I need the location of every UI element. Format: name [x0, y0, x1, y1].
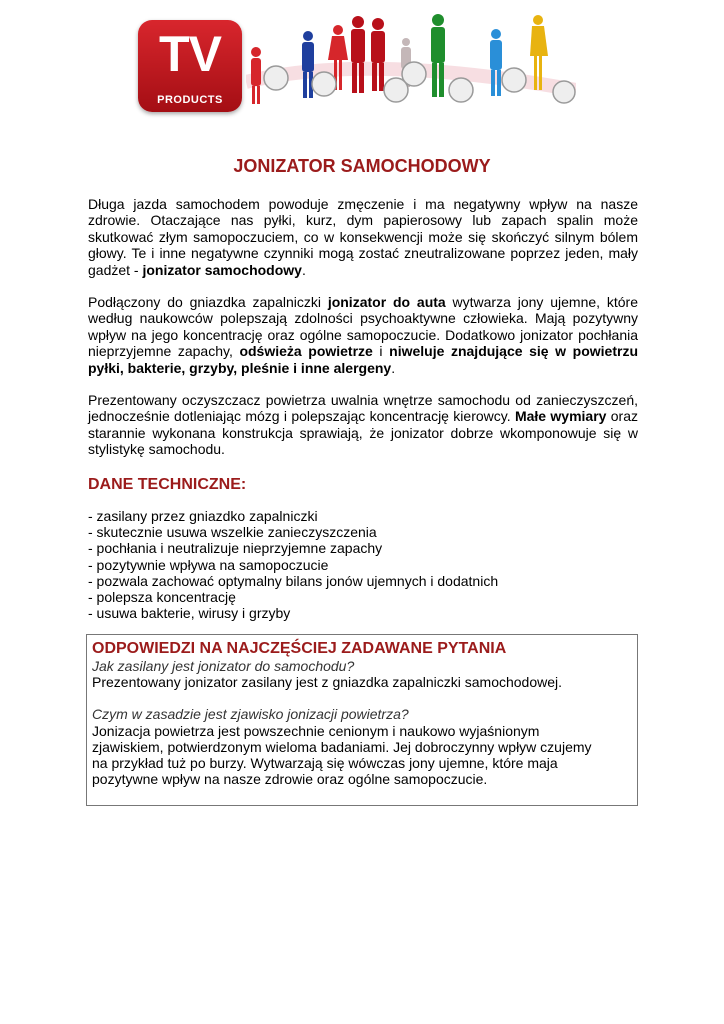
faq-box	[86, 634, 638, 806]
faq-answer: Prezentowany jonizator zasilany jest z gniazdka zapalniczki samochodowej.	[92, 674, 563, 691]
faq-answer-line: Jonizacja powietrza jest powszechnie cenionym i naukowo wyjaśnionym	[92, 722, 540, 739]
text-segment: wytwarza jony ujemne, które według naukowców polepszają zdolności psychoaktywne człowieka. Mają pozytywny wpływ na jego koncentrację oraz ogólne samopoczucie. Dodatkowo jonizator pochłania nieprzyjemne zapachy,	[88, 294, 638, 360]
person-figure	[371, 18, 385, 91]
faq-answer-line: pozytywne wpływ na nasze zdrowie oraz ogólne samopoczucie.	[92, 771, 488, 788]
faq-answer-line: zjawiskiem, potwierdzonym wieloma badaniami. Jej dobroczynny wpływ czujemy	[92, 738, 592, 755]
text-segment: .	[391, 359, 396, 376]
list-item: - zasilany przez gniazdko zapalniczki	[88, 508, 318, 524]
list-item: - pozytywnie wpływa na samopoczucie	[88, 556, 329, 573]
list-item: - usuwa bakterie, wirusy i grzyby	[88, 605, 291, 622]
text-segment: i	[372, 343, 390, 360]
list-item: - pochłania i neutralizuje nieprzyjemne zapachy	[88, 540, 383, 557]
text-segment: Długa jazda samochodem powoduje zmęczenie i ma negatywny wpływ na nasze zdrowie. Otaczające nas pyłki, kurz, dym papierosowy lub zapach spalin może skutkować złym samopoczuciem, co w konsekwencji może się skończyć silnym bólem głowy. Te i inne negatywne czynniki mogą zostać zneutralizowane poprzez jeden, mały gadżet -	[88, 196, 638, 278]
tech-heading: DANE TECHNICZNE:	[88, 476, 247, 493]
text-segment: Prezentowany oczyszczacz powietrza uwalnia wnętrze samochodu od zanieczyszczeń, jednocześnie dotleniając mózg i polepszając koncentrację kierowcy.	[88, 392, 638, 425]
tv-products-logo	[138, 20, 242, 112]
logo-main-text: TV	[159, 26, 221, 82]
faq-title: ODPOWIEDZI NA NAJCZĘŚCIEJ ZADAWANE PYTANIA	[92, 640, 507, 657]
list-item: - pozwala zachować optymalny bilans jonów ujemnych i dodatnich	[88, 572, 499, 589]
bold-text: jonizator samochodowy	[142, 261, 302, 278]
bold-text: odświeża powietrze	[239, 343, 373, 360]
list-item: - skutecznie usuwa wszelkie zanieczyszczenia	[88, 524, 377, 541]
text-segment: Podłączony do gniazdka zapalniczki	[88, 294, 328, 310]
tech-list	[88, 508, 498, 621]
paragraph	[88, 196, 638, 278]
logo-sub-text: PRODUCTS	[157, 94, 223, 106]
person-figure	[251, 47, 261, 104]
faq-question: Czym w zasadzie jest zjawisko jonizacji powietrza?	[92, 706, 409, 723]
people-silhouettes-illustration	[246, 12, 576, 112]
faq-answer-line: na przykład tuż po burzy. Wytwarzają się wówczas jony ujemne, które maja	[92, 755, 558, 772]
list-item: - polepsza koncentrację	[88, 589, 236, 606]
text-segment: oraz starannie wykonana konstrukcja sprawiają, że jonizator dobrze wkomponowuje się w stylistykę samochodu.	[88, 408, 639, 458]
person-figure	[431, 14, 445, 97]
person-figure	[351, 16, 365, 93]
person-figure	[490, 29, 502, 96]
text-segment: .	[301, 261, 306, 278]
page-title: JONIZATOR SAMOCHODOWY	[233, 156, 491, 176]
faq-question: Jak zasilany jest jonizator do samochodu?	[92, 658, 355, 674]
paragraph	[88, 392, 638, 458]
bold-text: Małe wymiary	[514, 408, 607, 425]
bold-text: niweluje znajdujące się w powietrzu pyłki, bakterie, grzyby, pleśnie i inne alergeny	[88, 343, 638, 376]
paragraph	[88, 294, 638, 376]
bold-text: jonizator do auta	[327, 294, 446, 310]
header-banner	[138, 12, 574, 112]
